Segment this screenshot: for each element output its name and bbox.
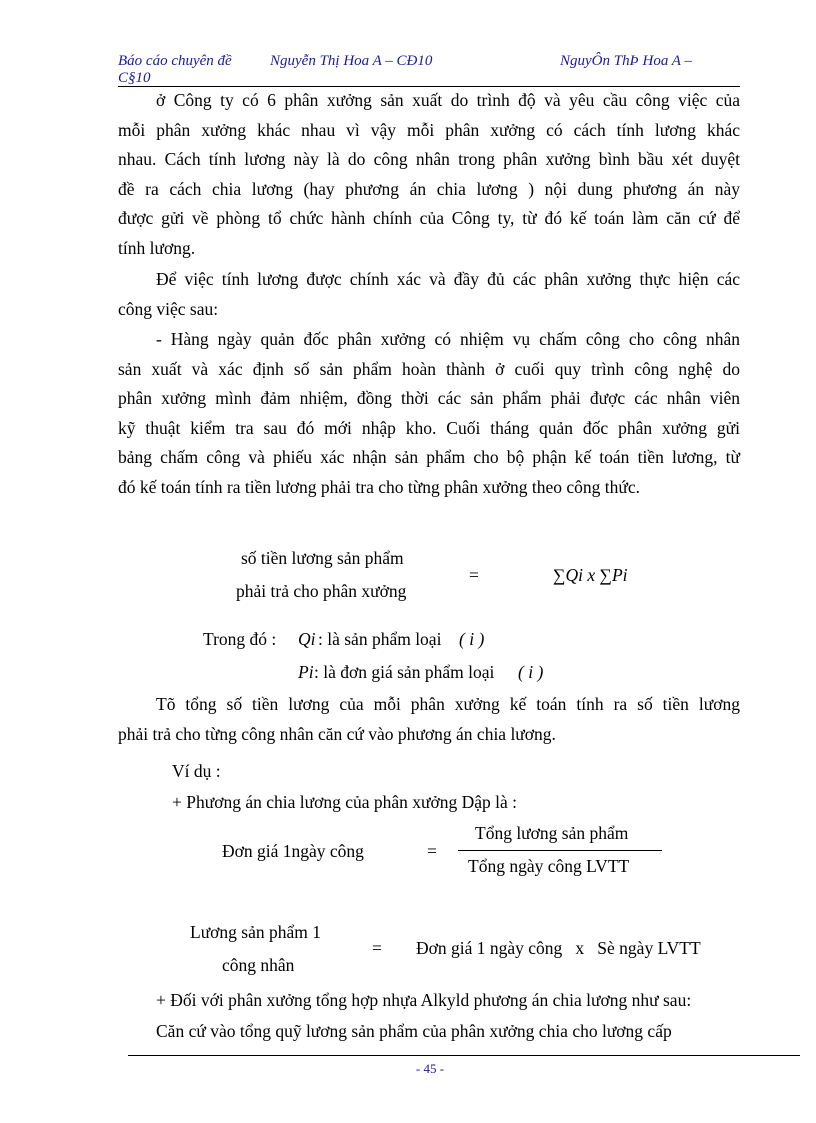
p-definition: : là đơn giá sản phẩm loại xyxy=(314,662,495,682)
header-right: NguyÔn ThÞ Hoa A – xyxy=(560,53,692,69)
paragraph-1 xyxy=(118,86,740,264)
text-line: Để việc tính lương được chính xác và đầy đủ các phân xưởng thực hiện các xyxy=(156,269,740,289)
text-line: Tõ tổng số tiền lương của mỗi phân xưởng kế toán tính ra số tiền lương xyxy=(156,694,740,714)
p-index: ( i ) xyxy=(518,662,544,682)
dap-intro: + Phương án chia lương của phân xưởng Dập là : xyxy=(172,792,518,812)
where-label: Trong đó : xyxy=(203,629,277,649)
alkyd-line: + Đối với phân xưởng tổng hợp nhựa Alkyld phương án chia lương như sau: xyxy=(156,990,692,1010)
header-center: Nguyễn Thị Hoa A – CĐ10 xyxy=(270,53,433,69)
text-line: nhau. Cách tính lương này là do công nhân trong phân xưởng bình bầu xét duyệt xyxy=(118,149,740,170)
footer-rule xyxy=(128,1055,800,1056)
text-line: công việc sau: xyxy=(118,298,219,319)
text-line: mỗi phân xưởng khác nhau vì vậy mỗi phân xưởng có cách tính lương khác xyxy=(118,119,740,140)
text-line: phải trả cho từng công nhân căn cứ vào phương án chia lương. xyxy=(118,723,556,744)
paragraph-3 xyxy=(118,325,740,503)
text-line: phân xưởng mình đảm nhiệm, đồng thời các sản phẩm phải được các nhân viên xyxy=(118,388,740,409)
text-line: - Hàng ngày quản đốc phân xưởng có nhiệm vụ chấm công cho công nhân xyxy=(156,329,740,349)
formula2-denominator: Tổng ngày công LVTT xyxy=(468,856,630,876)
paragraph-2 xyxy=(118,265,740,324)
q-index: ( i ) xyxy=(459,629,485,649)
page-number: - 45 - xyxy=(415,1061,445,1076)
formula1-lhs-line1: số tiền lương sản phẩm xyxy=(241,548,404,568)
q-definition: : là sản phẩm loại xyxy=(318,629,442,649)
header-left: Báo cáo chuyên đề xyxy=(118,53,232,69)
p-symbol: Pi xyxy=(298,662,314,682)
last-line: Căn cứ vào tổng quỹ lương sản phẩm của phân xưởng chia cho lương cấp xyxy=(156,1021,672,1041)
q-symbol: Qi xyxy=(298,629,316,649)
text-line: đó kế toán tính ra tiền lương phải tra cho từng phân xưởng theo công thức. xyxy=(118,476,641,497)
text-line: đề ra cách chia lương (hay phương án chia lương ) nội dung phương án này xyxy=(118,178,740,199)
formula2-numerator: Tổng lương sản phẩm xyxy=(475,823,629,843)
text-line: bảng chấm công và phiếu xác nhận sản phẩm cho bộ phận kế toán tiền lương, từ xyxy=(118,447,740,468)
formula2-lhs: Đơn giá 1ngày công xyxy=(222,841,364,861)
formula2-equals: = xyxy=(427,841,437,861)
formula3-equals: = xyxy=(372,938,382,958)
text-line: được gửi về phòng tổ chức hành chính của Công ty, từ đó kế toán làm căn cứ để xyxy=(118,208,740,229)
formula1-equals: = xyxy=(469,565,479,585)
fraction-bar xyxy=(458,850,662,851)
text-line: ở Công ty có 6 phân xưởng sản xuất do trình độ và yêu cầu công việc của xyxy=(156,90,740,110)
text-line: sản xuất và xác định số sản phẩm hoàn thành ở cuối quy trình công nghệ do xyxy=(118,358,740,379)
header-wrap: C§10 xyxy=(118,70,151,86)
text-line: kỹ thuật kiểm tra sau đó mới nhập kho. Cuối tháng quản đốc phân xưởng gửi xyxy=(118,417,740,438)
formula3-lhs-line2: công nhân xyxy=(222,955,295,975)
example-label: Ví dụ : xyxy=(172,761,221,781)
text-line: tính lương. xyxy=(118,237,196,258)
formula3-rhs: Đơn giá 1 ngày công x Sè ngày LVTT xyxy=(416,938,701,958)
formula3-lhs-line1: Lương sản phẩm 1 xyxy=(190,922,322,942)
formula1-rhs: ∑Qi x ∑Pi xyxy=(553,565,628,585)
paragraph-4 xyxy=(118,690,740,749)
formula1-lhs-line2: phải trả cho phân xưởng xyxy=(236,581,407,601)
